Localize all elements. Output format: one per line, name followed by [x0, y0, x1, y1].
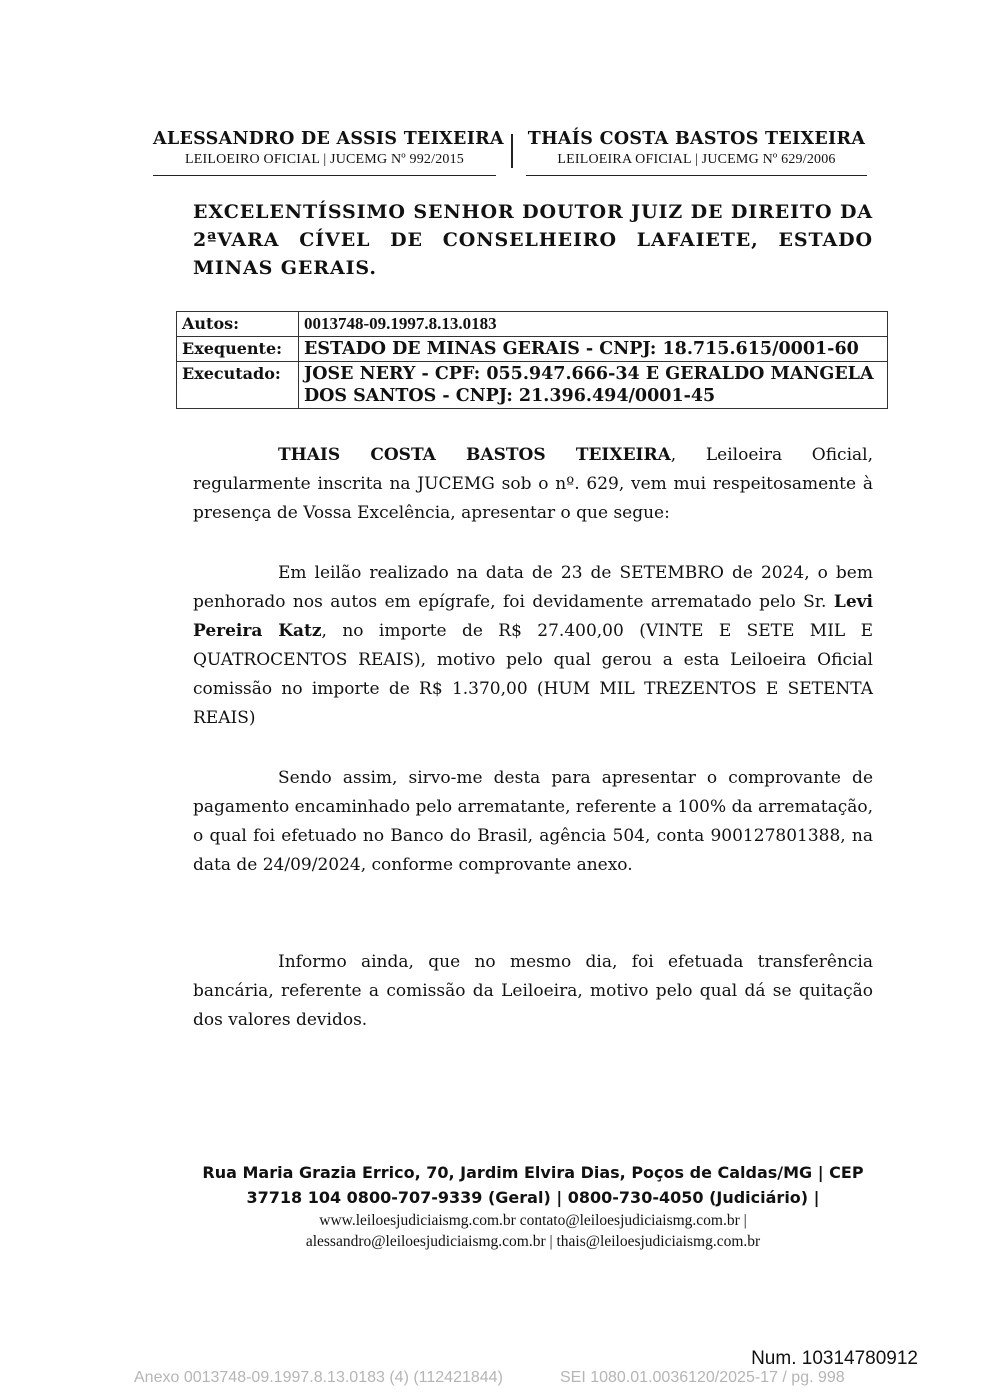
auctioneer-name-left: ALESSANDRO DE ASSIS TEIXEIRA: [153, 129, 504, 149]
paragraph-commission: Informo ainda, que no mesmo dia, foi efetuada transferência bancária, referente a comissão da Leiloeira, motivo pelo qual dá se quitação dos valores devidos.: [193, 952, 873, 1030]
auctioneer-subtitle-left: LEILOEIRO OFICIAL | JUCEMG Nº 992/2015: [184, 152, 465, 167]
case-value-executado: JOSE NERY - CPF: 055.947.666-34 E GERALDO MANGELA DOS SANTOS - CNPJ: 21.396.494/0001-45: [299, 362, 888, 409]
buyer-name: Levi Pereira Katz: [193, 592, 873, 641]
letterhead-rule-left: [153, 175, 496, 176]
annex-stamp-left: Anexo 0013748-09.1997.8.13.0183 (4) (112421844): [134, 1369, 503, 1386]
paragraph-auction-text-before: Em leilão realizado na data de 23 de SETEMBRO de 2024, o bem penhorado nos autos em epígrafe, foi devidamente arrematado pelo Sr.: [193, 563, 873, 612]
footer-phones: 37718 104 0800-707-9339 (Geral) | 0800-730-4050 (Judiciário) |: [246, 1188, 820, 1207]
paragraph-introduction: [193, 441, 873, 528]
paragraph-auction: [193, 559, 873, 733]
footer-address: Rua Maria Grazia Errico, 70, Jardim Elvira Dias, Poços de Caldas/MG | CEP: [202, 1163, 864, 1182]
letterhead-right: [526, 127, 867, 176]
case-label-exequente: Exequente:: [177, 337, 299, 362]
auctioneer-name-right: THAÍS COSTA BASTOS TEIXEIRA: [527, 129, 866, 149]
case-label-autos: Autos:: [177, 312, 299, 337]
letterhead-separator: [511, 134, 513, 168]
footer: [150, 1160, 916, 1252]
document-number: Num. 10314780912: [751, 1348, 918, 1369]
paragraph-payment: Sendo assim, sirvo-me desta para apresentar o comprovante de pagamento encaminhado pelo arrematante, referente a 100% da arrematação, o qual foi efetuado no Banco do Brasil, agência 504, conta 900127801388, na data de 24/09/2024, conforme comprovante anexo.: [193, 768, 873, 875]
footer-web-contact: www.leiloesjudiciaismg.com.br contato@leiloesjudiciaismg.com.br |: [319, 1212, 747, 1229]
case-info-table: [176, 311, 888, 409]
paragraph-introduction-text: , Leiloeira Oficial, regularmente inscrita na JUCEMG sob o nº. 629, vem mui respeitosamente à presença de Vossa Excelência, apresentar o que segue:: [193, 445, 873, 523]
letterhead-rule-right: [526, 175, 867, 176]
addressee: EXCELENTÍSSIMO SENHOR DOUTOR JUIZ DE DIREITO DA 2ªVARA CÍVEL DE CONSELHEIRO LAFAIETE, ESTADO MINAS GERAIS.: [193, 201, 873, 279]
auctioneer-name-bold: THAIS COSTA BASTOS TEIXEIRA: [278, 445, 671, 465]
letterhead-left: [153, 127, 504, 176]
footer-emails: alessandro@leiloesjudiciaismg.com.br | thais@leiloesjudiciaismg.com.br: [305, 1233, 761, 1250]
case-value-autos: 0013748-09.1997.8.13.0183: [299, 312, 888, 337]
case-label-executado: Executado:: [177, 362, 299, 409]
paragraph-auction-text-after: , no importe de R$ 27.400,00 (VINTE E SETE MIL E QUATROCENTOS REAIS), motivo pelo qual gerou a esta Leiloeira Oficial comissão no importe de R$ 1.370,00 (HUM MIL TREZENTOS E SETENTA REAIS): [193, 621, 873, 728]
annex-stamp-right: SEI 1080.01.0036120/2025-17 / pg. 998: [560, 1369, 845, 1386]
auctioneer-subtitle-right: LEILOEIRA OFICIAL | JUCEMG Nº 629/2006: [557, 152, 836, 167]
table-row: [177, 362, 888, 409]
table-row: [177, 337, 888, 362]
table-row: [177, 312, 888, 337]
case-value-exequente: ESTADO DE MINAS GERAIS - CNPJ: 18.715.615/0001-60: [299, 337, 888, 362]
